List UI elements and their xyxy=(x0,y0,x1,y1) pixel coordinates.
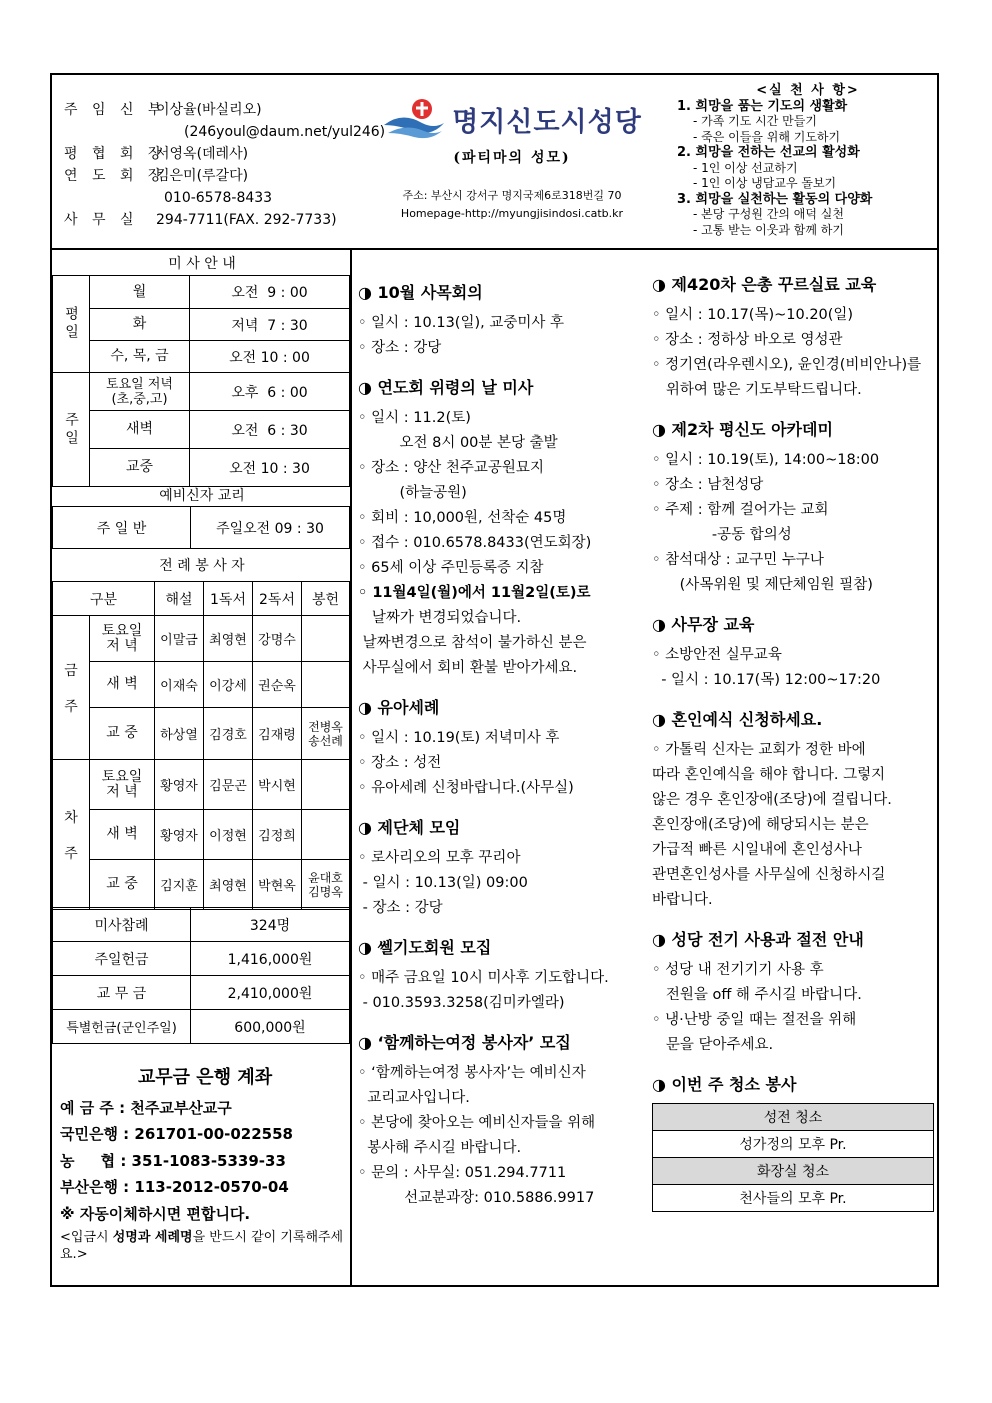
staff-row xyxy=(64,121,385,143)
cleaning-cell: 화장실 청소 xyxy=(653,1158,934,1185)
offertory: 전병옥 송선례 xyxy=(302,708,350,760)
article-line: ◦ 성당 내 전기기기 사용 후 xyxy=(652,962,824,978)
liturgy-header: 2독서 xyxy=(253,582,302,616)
reader-2: 권순옥 xyxy=(253,662,302,708)
article xyxy=(652,707,938,927)
bank-title: 교무금 은행 계좌 xyxy=(137,1067,273,1088)
article xyxy=(358,695,648,815)
article-line: ◦ 11월4일(월)에서 11월2일(토)로 xyxy=(358,585,591,601)
practice-item: - 1인 이상 선교하기 xyxy=(693,160,798,175)
article xyxy=(652,1072,938,1095)
bank-info xyxy=(60,1065,350,1263)
article-line: ◦ 문의 : 사무실: 051.294.7711 xyxy=(358,1165,567,1181)
staff-label: 연 도 회 장 xyxy=(64,168,167,184)
article-line: -공동 합의성 xyxy=(652,527,792,543)
article-line: 봉사해 주시길 바랍니다. xyxy=(358,1140,522,1156)
article-line: ◦ 장소 : 남천성당 xyxy=(652,477,764,493)
liturgy-slot: 교 중 xyxy=(90,860,155,910)
bank-row: 부산은행 : 113-2012-0570-04 xyxy=(60,1178,289,1196)
staff-value: (246youl@daum.net/yul246) xyxy=(184,124,386,140)
reader-2: 박현옥 xyxy=(253,860,302,910)
mass-time: 저녁 7 : 30 xyxy=(190,309,350,341)
cleaning-cell: 성전 청소 xyxy=(653,1104,934,1131)
article-line: - 장소 : 강당 xyxy=(358,900,443,916)
article-line: ◦ 일시 : 11.2(토) xyxy=(358,410,471,426)
sunday-label: 주일 xyxy=(53,373,90,487)
reader-2: 김정희 xyxy=(253,810,302,860)
liturgy-header: 1독서 xyxy=(204,582,253,616)
stat-label: 특별헌금(군인주일) xyxy=(53,1010,191,1044)
liturgy-slot: 교 중 xyxy=(90,708,155,760)
homepage-label: Homepage- xyxy=(400,207,465,220)
mass-time: 오후 6 : 00 xyxy=(190,373,350,411)
article-line: 관면혼인성사를 사무실에 신청하시길 xyxy=(652,867,886,883)
catechism-table xyxy=(52,506,350,549)
article-line: 사무실에서 회비 환불 받아가세요. xyxy=(358,660,578,676)
church-name: 명지신도시성당 xyxy=(452,106,642,138)
article xyxy=(652,612,938,707)
bank-row: 예 금 주 : 천주교부산교구 xyxy=(60,1098,232,1117)
article-line: ◦ 65세 이상 주민등록증 지참 xyxy=(358,560,544,576)
article-line: ◦ 매주 금요일 10시 미사후 기도합니다. xyxy=(358,970,609,986)
article xyxy=(358,935,648,1030)
stat-value: 2,410,000원 xyxy=(191,976,350,1010)
practice-item: - 본당 구성원 간의 애덕 실천 xyxy=(693,207,844,221)
weekday-label: 평일 xyxy=(53,276,90,373)
bank-row: 농 협 : 351-1083-5339-33 xyxy=(60,1151,286,1170)
header-divider xyxy=(52,248,937,250)
liturgy-header: 봉헌 xyxy=(302,582,350,616)
article-line: 혼인장애(조당)에 해당되시는 분은 xyxy=(652,817,869,833)
article-line: ◦ 소방안전 실무교육 xyxy=(652,647,782,663)
staff-info xyxy=(64,99,385,231)
article-heading: ◑ ‘함께하는여정 봉사자’ 모집 xyxy=(358,1030,648,1053)
staff-label: 사 무 실 xyxy=(64,212,139,228)
article-line: 않은 경우 혼인장애(조당)에 걸립니다. xyxy=(652,792,892,808)
cleaning-table xyxy=(652,1103,934,1212)
patron-title: (파티마의 성모) xyxy=(453,150,571,166)
church-address: 주소: 부산시 강서구 명지국제6로318번길 70 xyxy=(402,189,622,202)
liturgy-slot: 새 벽 xyxy=(90,810,155,860)
commentator: 이재숙 xyxy=(155,662,204,708)
article-heading: ◑ 연도회 위령의 날 미사 xyxy=(358,375,648,398)
reader-1: 최영현 xyxy=(204,616,253,662)
practice-item: - 가족 기도 시간 만들기 xyxy=(693,114,817,128)
commentator: 김지훈 xyxy=(155,860,204,910)
bank-note: <입금시 성명과 세례명을 반드시 같이 기록해주세요.> xyxy=(60,1230,344,1262)
article-line: ◦ 접수 : 010.6578.8433(연도회장) xyxy=(358,535,592,551)
article-line: ◦ 장소 : 양산 천주교공원묘지 xyxy=(358,460,544,476)
reader-2: 김재령 xyxy=(253,708,302,760)
practice-item: - 고통 받는 이웃과 함께 하기 xyxy=(693,222,844,237)
article-line: 가급적 빠른 시일내에 혼인성사나 xyxy=(652,842,862,858)
stat-label: 주일헌금 xyxy=(53,942,191,976)
stat-value: 1,416,000원 xyxy=(191,942,350,976)
mass-day: 교중 xyxy=(90,449,190,487)
liturgy-header: 해설 xyxy=(155,582,204,616)
church-logo-icon xyxy=(382,97,446,141)
staff-row xyxy=(64,143,385,165)
article-line: - 일시 : 10.13(일) 09:00 xyxy=(358,875,528,891)
right-column xyxy=(652,272,938,1212)
middle-column xyxy=(358,280,648,1211)
mass-time: 오전 10 : 00 xyxy=(190,341,350,373)
next-week-label: 차 주 xyxy=(53,760,90,910)
article-heading: ◑ 제단체 모임 xyxy=(358,815,648,838)
offertory xyxy=(302,616,350,662)
article-line: (하늘공원) xyxy=(358,485,467,501)
article-line: - 일시 : 10.17(목) 12:00~17:20 xyxy=(652,672,881,688)
reader-2: 강명수 xyxy=(253,616,302,662)
practice-item: - 1인 이상 냉담교우 돌보기 xyxy=(693,176,837,190)
practice-list xyxy=(677,83,939,238)
homepage-link[interactable]: http://myungjisindosi.catb.kr xyxy=(464,207,624,220)
church-logo xyxy=(362,97,662,141)
staff-value: 010-6578-8433 xyxy=(164,190,273,206)
catechism-title: 예비신자 교리 xyxy=(159,488,245,504)
reader-1: 김경호 xyxy=(204,708,253,760)
article-line: 따라 혼인예식을 해야 합니다. 그렇지 xyxy=(652,767,886,783)
liturgy-title: 전 례 봉 사 자 xyxy=(159,558,245,574)
liturgy-slot: 토요일 저 녁 xyxy=(90,760,155,810)
mass-day: 수, 목, 금 xyxy=(90,341,190,373)
bank-row: ※ 자동이체하시면 편합니다. xyxy=(60,1204,251,1223)
article xyxy=(358,1030,648,1211)
article xyxy=(358,280,648,375)
reader-1: 김문곤 xyxy=(204,760,253,810)
article-line: ◦ 회비 : 10,000원, 선착순 45명 xyxy=(358,510,567,526)
mass-time: 오전 6 : 30 xyxy=(190,411,350,449)
mass-table xyxy=(52,275,350,487)
mass-time: 오전 10 : 30 xyxy=(190,449,350,487)
article xyxy=(652,417,938,612)
offertory xyxy=(302,810,350,860)
article-line: 전원을 off 해 주시길 바랍니다. xyxy=(652,987,862,1003)
this-week-label: 금 주 xyxy=(53,616,90,760)
liturgy-slot: 새 벽 xyxy=(90,662,155,708)
article-heading: ◑ 유아세례 xyxy=(358,695,648,718)
stats-table xyxy=(52,907,350,1044)
commentator: 황영자 xyxy=(155,760,204,810)
bulletin-frame xyxy=(50,73,939,1287)
staff-value: 김은미(루갈다) xyxy=(156,168,249,184)
stat-label: 미사참례 xyxy=(53,908,191,942)
article xyxy=(358,375,648,695)
mass-title: 미 사 안 내 xyxy=(168,256,236,272)
article-heading: ◑ 성당 전기 사용과 절전 안내 xyxy=(652,927,938,950)
staff-row xyxy=(64,99,385,121)
catechism-time: 주일오전 09 : 30 xyxy=(191,507,350,549)
reader-1: 최영현 xyxy=(204,860,253,910)
commentator: 황영자 xyxy=(155,810,204,860)
article-line: ◦ 유아세례 신청바랍니다.(사무실) xyxy=(358,780,574,796)
article-heading: ◑ 10월 사목회의 xyxy=(358,280,648,303)
article-heading: ◑ 제2차 평신도 아카데미 xyxy=(652,417,938,440)
article-line: 문을 닫아주세요. xyxy=(652,1037,774,1053)
cleaning-cell: 천사들의 모후 Pr. xyxy=(653,1185,934,1212)
mass-day: 화 xyxy=(90,309,190,341)
article-line: 날짜변경으로 참석이 불가하신 분은 xyxy=(358,635,587,651)
article-line: 날짜가 변경되었습니다. xyxy=(358,610,522,626)
mass-time: 오전 9 : 00 xyxy=(190,276,350,309)
article-line: ◦ 정기연(라우렌시오), 윤인경(비비안나)를 xyxy=(652,357,922,373)
staff-row xyxy=(64,165,385,187)
staff-value: 294-7711(FAX. 292-7733) xyxy=(156,212,337,228)
column-divider xyxy=(350,248,352,1287)
liturgy-slot: 토요일 저 녁 xyxy=(90,616,155,662)
staff-label: 평 협 회 장 xyxy=(64,146,167,162)
staff-label: 주 임 신 부 xyxy=(64,102,167,118)
article-line: ◦ 냉·난방 중일 때는 절전을 위해 xyxy=(652,1012,857,1028)
staff-row xyxy=(64,187,385,209)
church-header xyxy=(362,97,662,220)
article-line: - 010.3593.3258(김미카엘라) xyxy=(358,995,565,1011)
practice-item: - 죽은 이들을 위해 기도하기 xyxy=(693,129,841,144)
practice-point: 3. 희망을 실천하는 활동의 다양화 xyxy=(677,191,873,207)
bank-row: 국민은행 : 261701-00-022558 xyxy=(60,1125,293,1143)
stat-value: 600,000원 xyxy=(191,1010,350,1044)
practice-point: 2. 희망을 전하는 선교의 활성화 xyxy=(677,145,860,160)
article-line: ◦ 참석대상 : 교구민 누구나 xyxy=(652,552,824,568)
article-heading: ◑ 제420차 은총 꾸르실료 교육 xyxy=(652,272,938,295)
article-line: ◦ 일시 : 10.17(목)~10.20(일) xyxy=(652,307,854,323)
offertory: 윤대호 김명옥 xyxy=(302,860,350,910)
homepage xyxy=(362,207,662,220)
commentator: 이말금 xyxy=(155,616,204,662)
article-line: ◦ 일시 : 10.19(토) 저녁미사 후 xyxy=(358,730,560,746)
article-line: 위하여 많은 기도부탁드립니다. xyxy=(652,382,862,398)
mass-day: 토요일 저녁 (초,중,고) xyxy=(90,373,190,411)
article-line: (사목위원 및 제단체임원 필참) xyxy=(652,577,873,593)
staff-value: 서영옥(데레사) xyxy=(156,146,249,162)
stat-label: 교 무 금 xyxy=(53,976,191,1010)
mass-day: 월 xyxy=(90,276,190,309)
mass-day: 새벽 xyxy=(90,411,190,449)
article-line: ◦ 가톨릭 신자는 교회가 정한 바에 xyxy=(652,742,866,758)
article-heading: ◑ 혼인예식 신청하세요. xyxy=(652,707,938,730)
reader-1: 이강세 xyxy=(204,662,253,708)
reader-2: 박시현 xyxy=(253,760,302,810)
article-line: 선교분과장: 010.5886.9917 xyxy=(358,1190,595,1206)
article-line: ◦ ‘함께하는여정 봉사자’는 예비신자 xyxy=(358,1065,586,1081)
offertory xyxy=(302,662,350,708)
stat-value: 324명 xyxy=(191,908,350,942)
staff-row xyxy=(64,209,385,231)
article-line: ◦ 일시 : 10.19(토), 14:00~18:00 xyxy=(652,452,880,468)
article-line: ◦ 장소 : 강당 xyxy=(358,340,442,356)
practice-point: 1. 희망을 품는 기도의 생활화 xyxy=(677,98,848,114)
article-line: ◦ 장소 : 정하상 바오로 영성관 xyxy=(652,332,843,348)
article-heading: ◑ 이번 주 청소 봉사 xyxy=(652,1072,938,1095)
reader-1: 이정현 xyxy=(204,810,253,860)
article-line: ◦ 본당에 찾아오는 예비신자들을 위해 xyxy=(358,1115,596,1131)
cleaning-cell: 성가정의 모후 Pr. xyxy=(653,1131,934,1158)
catechism-class: 주 일 반 xyxy=(53,507,191,549)
article-line: 바랍니다. xyxy=(652,892,713,908)
article-line: ◦ 주제 : 함께 걸어가는 교회 xyxy=(652,502,829,518)
article xyxy=(652,272,938,417)
article-line: 오전 8시 00분 본당 출발 xyxy=(358,435,558,451)
article-heading: ◑ 사무장 교육 xyxy=(652,612,938,635)
article-heading: ◑ 쎌기도회원 모집 xyxy=(358,935,648,958)
article-line: ◦ 로사리오의 모후 꾸리아 xyxy=(358,850,521,866)
article-line: 교리교사입니다. xyxy=(358,1090,470,1106)
liturgy-header: 구분 xyxy=(53,582,155,616)
article-line: ◦ 장소 : 성전 xyxy=(358,755,442,771)
staff-value: 이상율(바실리오) xyxy=(156,102,262,118)
article-line: ◦ 일시 : 10.13(일), 교중미사 후 xyxy=(358,315,564,331)
practice-title: <실 천 사 항> xyxy=(756,83,860,98)
commentator: 하상열 xyxy=(155,708,204,760)
article xyxy=(652,927,938,1072)
offertory xyxy=(302,760,350,810)
liturgy-table xyxy=(52,581,350,910)
article xyxy=(358,815,648,935)
